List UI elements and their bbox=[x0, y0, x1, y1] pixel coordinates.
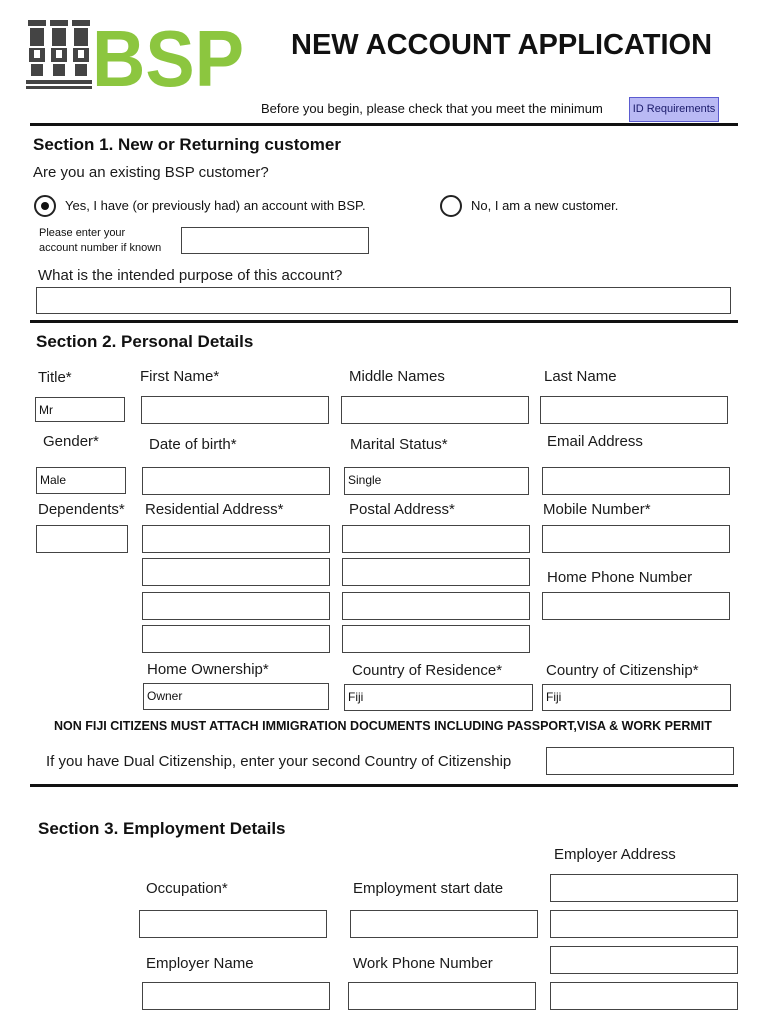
existing-customer-yes-radio[interactable] bbox=[34, 195, 56, 217]
section-2-title: Section 2. Personal Details bbox=[36, 332, 254, 351]
home-phone-field[interactable] bbox=[542, 592, 730, 620]
title-label: Title* bbox=[38, 369, 72, 386]
work-phone-field[interactable] bbox=[348, 982, 536, 1010]
account-purpose-label: What is the intended purpose of this account? bbox=[38, 267, 343, 284]
country-of-citizenship-label: Country of Citizenship* bbox=[546, 662, 699, 679]
gender-field[interactable]: Male bbox=[36, 467, 126, 494]
country-of-citizenship-field[interactable]: Fiji bbox=[542, 684, 731, 711]
middle-names-label: Middle Names bbox=[349, 368, 445, 385]
title-field[interactable]: Mr bbox=[35, 397, 125, 422]
email-field[interactable] bbox=[542, 467, 730, 495]
residential-address-label: Residential Address* bbox=[145, 501, 284, 518]
account-number-field[interactable] bbox=[181, 227, 369, 254]
dependents-field[interactable] bbox=[36, 525, 128, 553]
residential-address-line4[interactable] bbox=[142, 625, 330, 653]
dependents-label: Dependents* bbox=[38, 501, 125, 518]
country-of-residence-label: Country of Residence* bbox=[352, 662, 503, 679]
dob-label: Date of birth* bbox=[149, 436, 237, 453]
postal-address-line2[interactable] bbox=[342, 558, 530, 586]
last-name-field[interactable] bbox=[540, 396, 728, 424]
employer-address-line2[interactable] bbox=[550, 910, 738, 938]
section-1-title: Section 1. New or Returning customer bbox=[33, 135, 341, 154]
section-divider bbox=[30, 123, 738, 126]
employer-address-label: Employer Address bbox=[554, 846, 676, 863]
residential-address-line2[interactable] bbox=[142, 558, 330, 586]
employment-start-date-field[interactable] bbox=[350, 910, 538, 938]
postal-address-label: Postal Address* bbox=[349, 501, 455, 518]
dob-field[interactable] bbox=[142, 467, 330, 495]
section-3-title: Section 3. Employment Details bbox=[38, 819, 286, 838]
employer-address-line3[interactable] bbox=[550, 946, 738, 974]
existing-customer-question: Are you an existing BSP customer? bbox=[33, 164, 269, 181]
marital-status-label: Marital Status* bbox=[350, 436, 448, 453]
middle-names-field[interactable] bbox=[341, 396, 529, 424]
occupation-label: Occupation* bbox=[146, 880, 228, 897]
existing-customer-no-label: No, I am a new customer. bbox=[471, 198, 619, 213]
second-citizenship-field[interactable] bbox=[546, 747, 734, 775]
account-number-hint-line2: account number if known bbox=[39, 242, 162, 254]
intro-text: Before you begin, please check that you meet the minimum bbox=[261, 101, 603, 116]
gender-label: Gender* bbox=[43, 433, 99, 450]
bsp-logo bbox=[26, 16, 251, 92]
marital-status-field[interactable]: Single bbox=[344, 467, 529, 495]
existing-customer-no-radio[interactable] bbox=[440, 195, 462, 217]
employer-address-line1[interactable] bbox=[550, 874, 738, 902]
email-label: Email Address bbox=[547, 433, 643, 450]
mobile-number-field[interactable] bbox=[542, 525, 730, 553]
mobile-number-label: Mobile Number* bbox=[543, 501, 651, 518]
employer-name-label: Employer Name bbox=[146, 955, 254, 972]
home-ownership-label: Home Ownership* bbox=[147, 661, 269, 678]
country-of-residence-field[interactable]: Fiji bbox=[344, 684, 533, 711]
account-purpose-field[interactable] bbox=[36, 287, 731, 314]
residential-address-line3[interactable] bbox=[142, 592, 330, 620]
id-requirements-button[interactable]: ID Requirements bbox=[629, 97, 719, 122]
residential-address-line1[interactable] bbox=[142, 525, 330, 553]
first-name-label: First Name* bbox=[140, 368, 220, 385]
postal-address-line1[interactable] bbox=[342, 525, 530, 553]
postal-address-line4[interactable] bbox=[342, 625, 530, 653]
account-number-hint-line1: Please enter your bbox=[39, 227, 126, 239]
home-ownership-field[interactable]: Owner bbox=[143, 683, 329, 710]
employer-name-field[interactable] bbox=[142, 982, 330, 1010]
employment-start-date-label: Employment start date bbox=[353, 880, 504, 897]
last-name-label: Last Name bbox=[544, 368, 617, 385]
occupation-field[interactable] bbox=[139, 910, 327, 938]
page-title: NEW ACCOUNT APPLICATION bbox=[291, 29, 713, 61]
immigration-notice: NON FIJI CITIZENS MUST ATTACH IMMIGRATION DOCUMENTS INCLUDING PASSPORT,VISA & WORK PERMIT bbox=[54, 719, 712, 733]
section-divider bbox=[30, 320, 738, 323]
existing-customer-yes-label: Yes, I have (or previously had) an account with BSP. bbox=[65, 198, 366, 213]
dual-citizenship-label: If you have Dual Citizenship, enter your second Country of Citizenship bbox=[46, 753, 512, 770]
employer-address-line4[interactable] bbox=[550, 982, 738, 1010]
home-phone-label: Home Phone Number bbox=[547, 569, 693, 586]
bsp-logo-text: BSP bbox=[92, 16, 244, 92]
radio-selected-dot bbox=[41, 202, 49, 210]
postal-address-line3[interactable] bbox=[342, 592, 530, 620]
section-divider bbox=[30, 784, 738, 787]
work-phone-label: Work Phone Number bbox=[353, 955, 493, 972]
first-name-field[interactable] bbox=[141, 396, 329, 424]
